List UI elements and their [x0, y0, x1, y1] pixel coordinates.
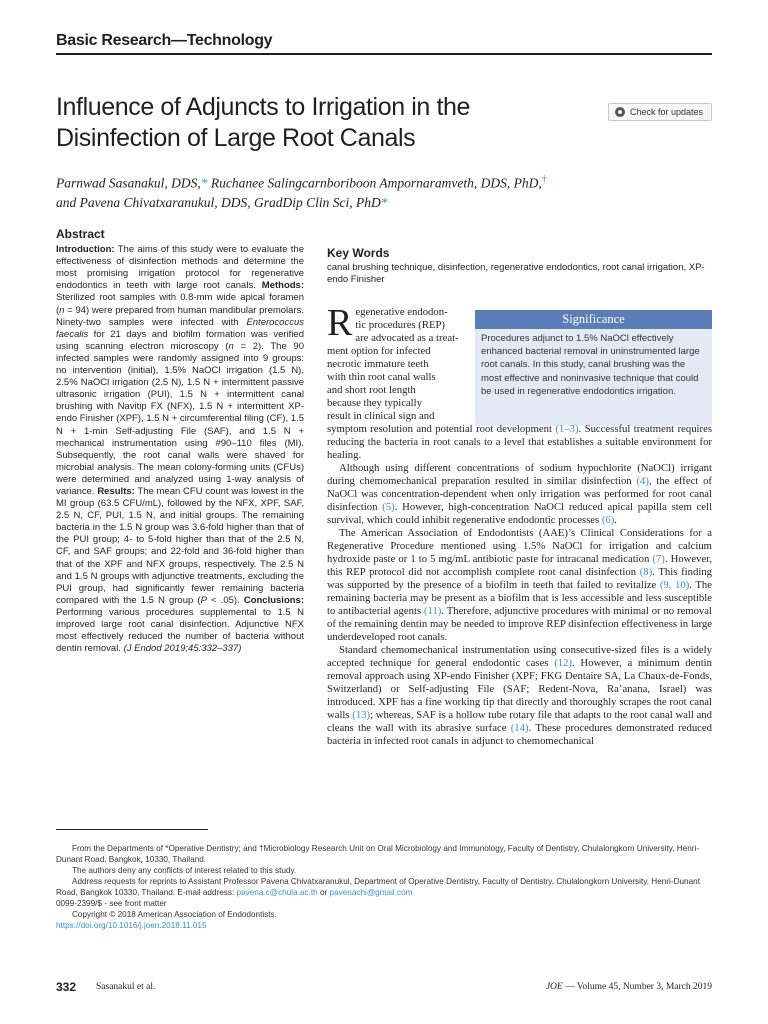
author-mark-2[interactable]: † — [541, 174, 547, 185]
journal-issue: — Volume 45, Number 3, March 2019 — [562, 982, 712, 992]
journal-abbr: JOE — [545, 982, 563, 992]
p1-line: and short root length — [327, 384, 416, 396]
paragraph-1-continued — [327, 423, 712, 462]
reference-link[interactable]: (12) — [554, 657, 572, 669]
affiliation-note: From the Departments of *Operative Dentistry; and †Microbiology Research Unit on Oral Microbiology and Immunology, Faculty of Dentistry, Chulalongkorn University, Henri-Dunant Road, Bangkok, 10330, Thailand. — [56, 844, 700, 864]
address-note — [56, 876, 716, 898]
significance-text: Procedures adjunct to 1.5% NaOCl effectively enhanced bacterial removal in uninstrumented large root canals. In this study, canal brushing was the most effective and noninvasive technique that could be used in regenerative endodontics irrigation. — [481, 333, 700, 397]
conflict-note: The authors deny any conflicts of interest related to this study. — [72, 866, 297, 875]
check-for-updates-label: Check for updates — [630, 107, 704, 117]
conclusions-text: Performing various procedures supplemental to 1.5 N improved large root canal disinfection. Adjunctive NFX most effectively reduced the number of bacteria without dentin removal. — [56, 606, 304, 655]
p3-text: . Therefore, adjunctive procedures with minimal or no removal of the remaining dentin may be needed to improve REP disinfection effectiveness in large underdeveloped root canals. — [327, 605, 712, 643]
reference-link[interactable]: (11) — [423, 605, 442, 617]
methods-label: Methods: — [255, 280, 304, 292]
email-link[interactable]: pavena.c@chula.ac.th — [236, 888, 318, 897]
drop-cap: R — [327, 302, 353, 344]
p3-text: . However, this REP protocol did not accomplish complete root canal disinfection — [327, 553, 712, 578]
reference-link[interactable]: (9, 10) — [659, 579, 690, 591]
journal-info — [546, 982, 712, 992]
methods-n: n — [59, 304, 65, 316]
footnote-rule — [56, 829, 208, 830]
keywords — [327, 246, 717, 287]
significance-heading: Significance — [475, 310, 712, 329]
results-label: Results: — [94, 485, 135, 497]
address-or: or — [317, 888, 330, 897]
p1-line: result in clinical sign and — [327, 410, 435, 422]
p1-line: egenerative endodon- — [355, 306, 448, 318]
reference-link[interactable]: (8) — [639, 566, 653, 578]
p1-line: ment option for infected — [327, 345, 431, 357]
author-line1a: Parnwad Sasanakul, DDS, — [56, 175, 201, 191]
author-line1b: Ruchanee Salingcarnboriboon Ampornaramveth, DDS, PhD, — [207, 175, 542, 191]
abstract — [56, 228, 304, 655]
body-text — [327, 302, 712, 748]
author-mark-1[interactable]: * — [200, 175, 208, 191]
p1-text-a: symptom resolution and potential root development — [327, 423, 556, 435]
doi-link[interactable]: https://doi.org/10.1016/j.joen.2018.11.015 — [56, 921, 207, 930]
reference-link[interactable]: (1–3) — [555, 423, 579, 435]
keywords-heading: Key Words — [327, 246, 390, 260]
p1-line: necrotic immature teeth — [327, 358, 429, 370]
copyright-note: Copyright © 2018 American Association of Endodontists. — [72, 910, 277, 919]
p1-text-b: . Successful treatment requires reducing the bacteria in root canals to a level that establishes a suitable environment for healing. — [327, 423, 712, 461]
author-mark-3[interactable]: * — [380, 194, 388, 210]
reference-link[interactable]: (7) — [652, 553, 665, 565]
p1-line: tic procedures (REP) — [355, 319, 445, 331]
p3-text: The American Association of Endodontists (AAE)’s Clinical Considerations for a Regenerative Procedure mentioned using 1.5% NaOCl for irrigation and calcium hydroxide paste or 1 to 5 mg/mL antibiotic paste for intracanal medication — [327, 527, 712, 565]
methods-n2: n — [228, 340, 234, 352]
p2-text: . However, high-concentration NaOCl reduced apical papilla stem cell survival, which could inhibit regenerative endodontic processes — [327, 501, 712, 526]
p4-text: ; whereas, SAF is a hollow tube rotary file that adapts to the root canal wall and cleans the wall with its abrasive surface — [327, 709, 712, 734]
section-label: Basic Research—Technology — [56, 32, 273, 49]
keywords-text: canal brushing technique, disinfection, regenerative endodontics, root canal irrigation, XP-endo Finisher — [327, 262, 705, 286]
intro-paragraph-start — [327, 302, 465, 423]
abstract-citation: (J Endod 2019;45:332–337) — [123, 643, 242, 655]
reference-link[interactable]: (6) — [601, 514, 615, 526]
p2-text: , the effect of NaOCl was concentration-dependent when only irrigation was performed for root canal disinfection — [327, 475, 712, 513]
results-text-a: The mean CFU count was lowest in the MI group (63.5 CFU/mL), followed by the NFX, XPF, SAF, 2.5 N, CF, PUI, 1.5 N, and initial groups. The remaining bacteria in the 1.5 N group was 3.6-fold higher than that of the PUI group; 4- to 5-fold higher than that of the 2.5 N, CF, and SAF groups; and 22-fold and 36-fold higher than that of the XPF and NFX groups, respectively. The 2.5 N and 1.5 N groups with adjunctive treatments, excluding the PUI group, had significantly fewer remaining bacteria compared with the 1.5 N group ( — [56, 485, 305, 606]
p1-line: with thin root canal walls — [327, 371, 436, 383]
email-link[interactable]: pavenachi@gmail.com — [329, 888, 413, 897]
methods-text-c: for 21 days and biofilm formation was verified using scanning electron microscopy ( — [56, 328, 304, 352]
p4-text: . However, a minimum dentin removal approach using XP-endo Finisher (XPF; FKG Dentaire SA, La Chaux-de-Fonds, Switzerland) or Self-adjusting File (SAF; Redent-Nova, Ra’anana, Israel) was introduced. XPF has a fine working tip that directly and thoroughly scrapes the root canal walls — [327, 657, 712, 721]
p4-text: Standard chemomechanical instrumentation using consecutive-sized files is a widely accepted technique for general endodontic cases — [327, 644, 712, 669]
p2-text: Although using different concentrations of sodium hypochlorite (NaOCl) irrigant during chemomechanical preparation resulted in similar disinfection — [327, 462, 712, 487]
page-number: 332 — [56, 980, 77, 994]
methods-species: Enterococcus faecalis — [56, 316, 304, 340]
p1-line: because they typically — [327, 397, 422, 409]
p3-text: . The remaining bacteria may be present as a biofilm that is less accessible and less susceptible to antibacterial agents — [327, 579, 712, 617]
address-text: Address requests for reprints to Assistant Professor Pavena Chivatxaranukul, Department of Operative Dentistry, Faculty of Dentistry, Chulalongkorn University, Henri-Dunant Road, Bangkok 10330, Thailand. E-mail address: — [56, 877, 700, 897]
methods-text-d: = 2). The 90 infected samples were randomly assigned into 9 groups: no intervention (initial), 1.5% NaOCl irrigation (1.5 N), 2.5% NaOCl irrigation (2.5 N), 1.5 N + intermittent passive ultrasonic irrigation (PUI), 1.5 N + intermittent canal brushing with Navitip FX (NFX), 1.5 N + intermittent XP-endo Finisher (XPF), 1.5 N + circumferential filing (CF), 1.5 N + 1-min Self-adjusting File (SAF), and 1.5 N + mechanical instrumentation using #90–110 files (MI). Subsequently, the root canal walls were shaved for microbial analysis. The mean colony-forming units (CFUs) were determined and analyzed using 1-way analysis of variance. — [56, 340, 304, 497]
header-rule — [56, 53, 712, 55]
intro-label: Introduction: — [56, 244, 115, 256]
p4-text: . These procedures demonstrated reduced bacteria in infected root canals in adjunct to chemomechanical — [327, 722, 712, 747]
paragraph-2 — [327, 462, 712, 527]
author-list — [56, 170, 716, 212]
intro-text: The aims of this study were to evaluate the effectiveness of disinfection methods and determine the most promising irrigation protocol for regenerative endodontics in teeth with large root canals. — [56, 244, 304, 292]
p1-line: are advocated as a treat- — [355, 332, 459, 344]
methods-text-b: = 94) were prepared from human mandibular premolars. Ninety-two samples were infected with — [56, 304, 304, 328]
paragraph-4 — [327, 644, 712, 748]
article-title: Influence of Adjuncts to Irrigation in the Disinfection of Large Root Canals — [56, 93, 471, 152]
issn-note: 0099-2399/$ - see front matter — [56, 899, 167, 908]
running-author: Sasanakul et al. — [96, 982, 156, 992]
methods-text-a: Sterilized root samples with 0.8-mm wide apical foramen ( — [56, 292, 304, 316]
update-icon — [615, 107, 625, 117]
reference-link[interactable]: (4) — [636, 475, 649, 487]
reference-link[interactable]: (13) — [352, 709, 371, 721]
p2-text: . — [614, 514, 617, 526]
abstract-heading: Abstract — [56, 227, 105, 241]
results-text-b: < .05). — [206, 594, 240, 606]
footnotes — [56, 843, 716, 931]
reference-link[interactable]: (14) — [510, 722, 529, 734]
check-for-updates-button[interactable] — [608, 103, 712, 121]
paragraph-3 — [327, 527, 712, 644]
conclusions-label: Conclusions: — [239, 594, 305, 606]
results-p: P — [200, 594, 207, 606]
reference-link[interactable]: (5) — [382, 501, 395, 513]
author-line2: and Pavena Chivatxaranukul, DDS, GradDip Clin Sci, PhD — [56, 194, 381, 210]
p3-text: . This finding was supported by the presence of a biofilm in teeth that failed to revitalize — [327, 566, 712, 591]
